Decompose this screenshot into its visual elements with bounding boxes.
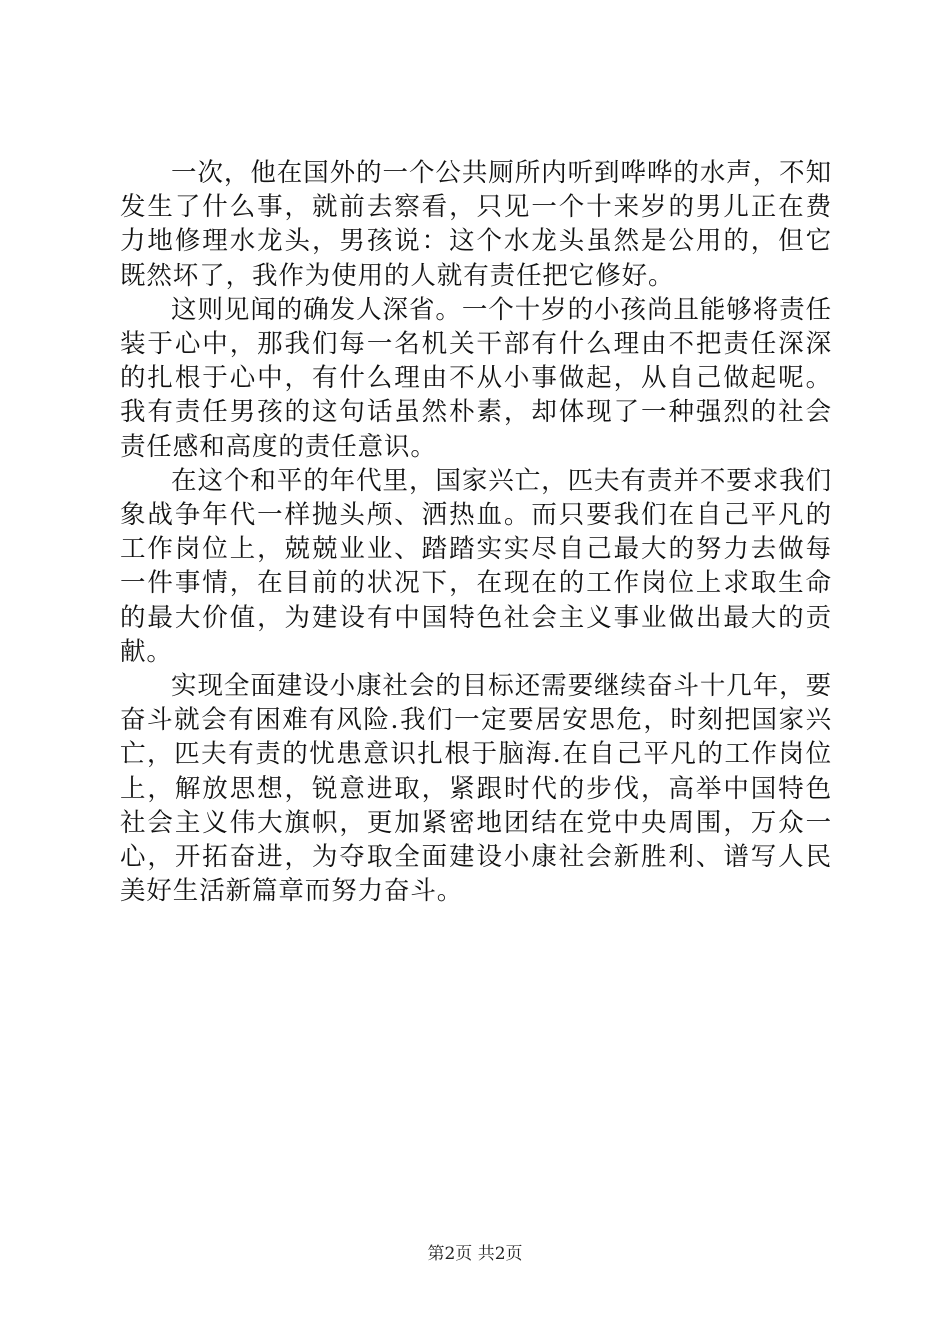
page-number: 第2页 共2页 (427, 1244, 523, 1264)
paragraph-1: 一次，他在国外的一个公共厕所内听到哗哗的水声，不知发生了什么事，就前去察看，只见一个十来岁的男儿正在费力地修理水龙头，男孩说：这个水龙头虽然是公用的，但它既然坏了，我作为使用的人就有责任把它修好。 (120, 158, 832, 291)
paragraph-4: 实现全面建设小康社会的目标还需要继续奋斗十几年，要奋斗就会有困难有风险.我们一定要居安思危，时刻把国家兴亡，匹夫有责的忧患意识扎根于脑海.在自己平凡的工作岗位上，解放思想，锐意进取，紧跟时代的步伐，高举中国特色社会主义伟大旗帜，更加紧密地团结在党中央周围，万众一心，开拓奋进，为夺取全面建设小康社会新胜利、谱写人民美好生活新篇章而努力奋斗。 (120, 671, 832, 907)
page-footer (0, 1243, 950, 1265)
paragraph-2: 这则见闻的确发人深省。一个十岁的小孩尚且能够将责任装于心中，那我们每一名机关干部有什么理由不把责任深深的扎根于心中，有什么理由不从小事做起，从自己做起呢。我有责任男孩的这句话虽然朴素，却体现了一种强烈的社会责任感和高度的责任意识。 (120, 294, 832, 462)
paragraph-3: 在这个和平的年代里，国家兴亡，匹夫有责并不要求我们象战争年代一样抛头颅、洒热血。而只要我们在自己平凡的工作岗位上，兢兢业业、踏踏实实尽自己最大的努力去做每一件事情，在目前的状况下，在现在的工作岗位上求取生命的最大价值，为建设有中国特色社会主义事业做出最大的贡献。 (120, 465, 832, 667)
document-body (120, 156, 832, 908)
